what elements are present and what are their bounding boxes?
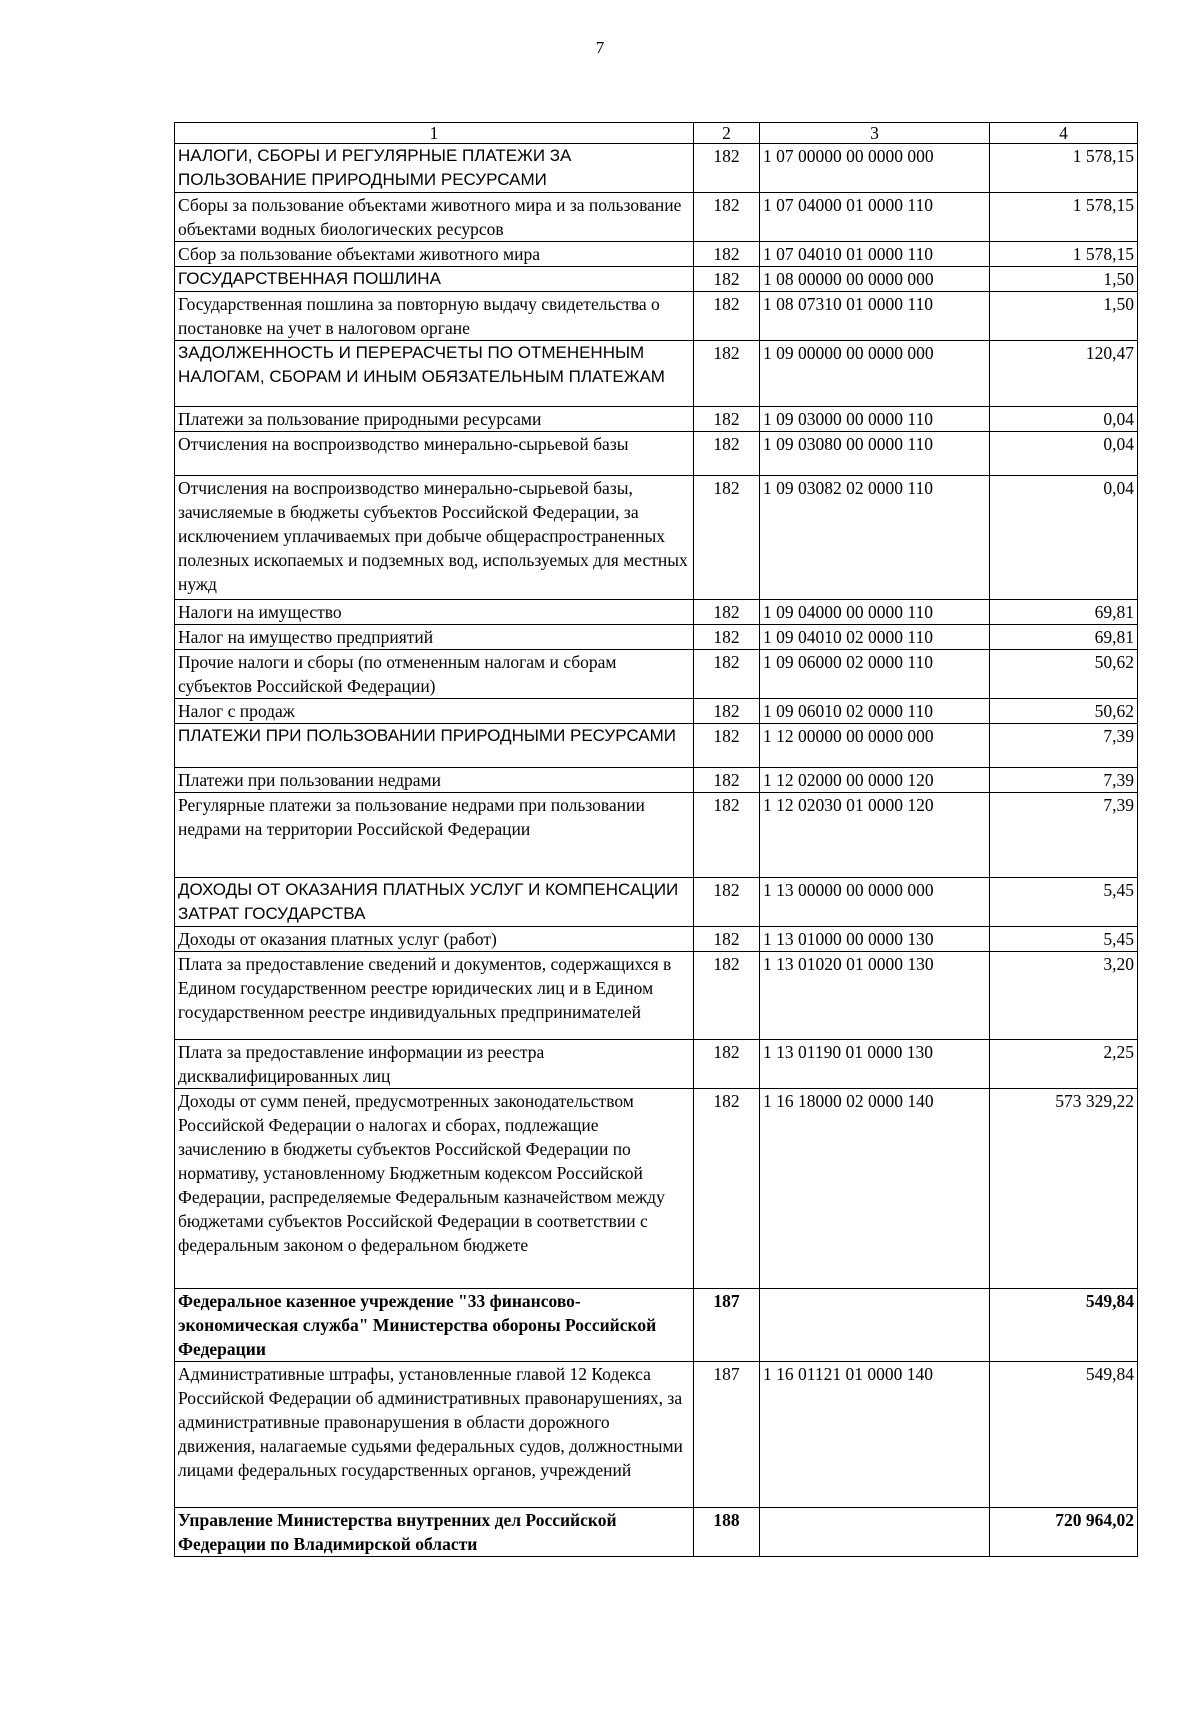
row-name: Налоги на имущество <box>175 600 694 625</box>
row-amount: 120,47 <box>990 341 1138 407</box>
revenue-table-container <box>174 122 1137 1557</box>
row-amount: 0,04 <box>990 407 1138 432</box>
row-name: Платежи при пользовании недрами <box>175 768 694 793</box>
table-row <box>175 144 1138 193</box>
table-row <box>175 1040 1138 1089</box>
page-number: 7 <box>595 38 605 57</box>
row-admin: 182 <box>694 724 760 768</box>
table-row <box>175 267 1138 292</box>
row-admin: 182 <box>694 267 760 292</box>
row-admin: 182 <box>694 650 760 699</box>
row-name: Плата за предоставление информации из реестра дисквалифицированных лиц <box>175 1040 694 1089</box>
row-name: Плата за предоставление сведений и документов, содержащихся в Едином государственном реестре юридических лиц и в Едином государственном реестре индивидуальных предпринимателей <box>175 952 694 1040</box>
row-name: Федеральное казенное учреждение "33 финансово-экономическая служба" Министерства обороны Российской Федерации <box>175 1289 694 1362</box>
row-admin: 182 <box>694 292 760 341</box>
table-row <box>175 1362 1138 1508</box>
row-amount: 7,39 <box>990 768 1138 793</box>
row-name: Сборы за пользование объектами животного мира и за пользование объектами водных биологических ресурсов <box>175 193 694 242</box>
header-col-1: 1 <box>175 123 694 144</box>
table-row <box>175 625 1138 650</box>
table-row <box>175 193 1138 242</box>
row-code: 1 09 03082 02 0000 110 <box>760 476 990 600</box>
row-amount: 573 329,22 <box>990 1089 1138 1289</box>
row-amount: 2,25 <box>990 1040 1138 1089</box>
row-name: Административные штрафы, установленные главой 12 Кодекса Российской Федерации об административных правонарушениях, за административные правонарушения в области дорожного движения, налагаемые судьями федеральных судов, должностными лицами федеральных государственных органов, учреждений <box>175 1362 694 1508</box>
row-name: Регулярные платежи за пользование недрами при пользовании недрами на территории Российской Федерации <box>175 793 694 878</box>
row-amount: 0,04 <box>990 432 1138 476</box>
row-code: 1 09 03000 00 0000 110 <box>760 407 990 432</box>
row-name: ГОСУДАРСТВЕННАЯ ПОШЛИНА <box>175 267 694 292</box>
row-code: 1 09 04010 02 0000 110 <box>760 625 990 650</box>
row-admin: 182 <box>694 878 760 927</box>
row-name: Отчисления на воспроизводство минерально-сырьевой базы, зачисляемые в бюджеты субъектов Российской Федерации, за исключением уплачиваемых при добыче общераспространенных полезных ископаемых и подземных вод, используемых для местных нужд <box>175 476 694 600</box>
row-admin: 182 <box>694 407 760 432</box>
header-col-4: 4 <box>990 123 1138 144</box>
table-row <box>175 724 1138 768</box>
row-admin: 182 <box>694 1040 760 1089</box>
row-amount: 5,45 <box>990 927 1138 952</box>
row-admin: 182 <box>694 768 760 793</box>
row-code: 1 09 06010 02 0000 110 <box>760 699 990 724</box>
row-admin: 182 <box>694 927 760 952</box>
row-code <box>760 1289 990 1362</box>
table-row <box>175 952 1138 1040</box>
row-admin: 182 <box>694 952 760 1040</box>
row-admin: 182 <box>694 341 760 407</box>
row-code: 1 12 00000 00 0000 000 <box>760 724 990 768</box>
table-row <box>175 1089 1138 1289</box>
table-row <box>175 768 1138 793</box>
row-name: Доходы от сумм пеней, предусмотренных законодательством Российской Федерации о налогах и сборах, подлежащие зачислению в бюджеты субъектов Российской Федерации по нормативу, установленному Бюджетным кодексом Российской Федерации, распределяемые Федеральным казначейством между бюджетами субъектов Российской Федерации в соответствии с федеральным законом о федеральном бюджете <box>175 1089 694 1289</box>
row-name: ПЛАТЕЖИ ПРИ ПОЛЬЗОВАНИИ ПРИРОДНЫМИ РЕСУРСАМИ <box>175 724 694 768</box>
table-row <box>175 341 1138 407</box>
table-row <box>175 407 1138 432</box>
table-row <box>175 242 1138 267</box>
row-name: Платежи за пользование природными ресурсами <box>175 407 694 432</box>
row-amount: 50,62 <box>990 699 1138 724</box>
row-code: 1 13 01000 00 0000 130 <box>760 927 990 952</box>
row-amount: 720 964,02 <box>990 1508 1138 1557</box>
row-name: ЗАДОЛЖЕННОСТЬ И ПЕРЕРАСЧЕТЫ ПО ОТМЕНЕННЫМ НАЛОГАМ, СБОРАМ И ИНЫМ ОБЯЗАТЕЛЬНЫМ ПЛАТЕЖАМ <box>175 341 694 407</box>
row-admin: 182 <box>694 432 760 476</box>
row-admin: 182 <box>694 600 760 625</box>
row-amount: 549,84 <box>990 1289 1138 1362</box>
row-amount: 1 578,15 <box>990 144 1138 193</box>
row-name: Государственная пошлина за повторную выдачу свидетельства о постановке на учет в налоговом органе <box>175 292 694 341</box>
table-header-row <box>175 123 1138 144</box>
row-name: Прочие налоги и сборы (по отмененным налогам и сборам субъектов Российской Федерации) <box>175 650 694 699</box>
row-code: 1 13 01020 01 0000 130 <box>760 952 990 1040</box>
row-code: 1 09 03080 00 0000 110 <box>760 432 990 476</box>
row-name: Управление Министерства внутренних дел Российской Федерации по Владимирской области <box>175 1508 694 1557</box>
row-amount: 3,20 <box>990 952 1138 1040</box>
row-amount: 69,81 <box>990 625 1138 650</box>
row-amount: 0,04 <box>990 476 1138 600</box>
row-code: 1 09 04000 00 0000 110 <box>760 600 990 625</box>
row-amount: 69,81 <box>990 600 1138 625</box>
table-row <box>175 292 1138 341</box>
table-row <box>175 476 1138 600</box>
row-amount: 1 578,15 <box>990 242 1138 267</box>
table-row <box>175 600 1138 625</box>
row-admin: 182 <box>694 699 760 724</box>
row-code <box>760 1508 990 1557</box>
row-amount: 7,39 <box>990 724 1138 768</box>
row-code: 1 16 18000 02 0000 140 <box>760 1089 990 1289</box>
row-name: Налог на имущество предприятий <box>175 625 694 650</box>
row-admin: 188 <box>694 1508 760 1557</box>
row-admin: 187 <box>694 1362 760 1508</box>
row-code: 1 09 06000 02 0000 110 <box>760 650 990 699</box>
row-amount: 1 578,15 <box>990 193 1138 242</box>
row-name: Отчисления на воспроизводство минерально-сырьевой базы <box>175 432 694 476</box>
row-code: 1 09 00000 00 0000 000 <box>760 341 990 407</box>
row-code: 1 07 00000 00 0000 000 <box>760 144 990 193</box>
table-row <box>175 432 1138 476</box>
table-row <box>175 699 1138 724</box>
header-col-2: 2 <box>694 123 760 144</box>
row-name: Налог с продаж <box>175 699 694 724</box>
header-col-3: 3 <box>760 123 990 144</box>
row-code: 1 13 00000 00 0000 000 <box>760 878 990 927</box>
row-name: Сбор за пользование объектами животного мира <box>175 242 694 267</box>
row-code: 1 08 00000 00 0000 000 <box>760 267 990 292</box>
row-code: 1 16 01121 01 0000 140 <box>760 1362 990 1508</box>
table-row <box>175 1508 1138 1557</box>
row-name: НАЛОГИ, СБОРЫ И РЕГУЛЯРНЫЕ ПЛАТЕЖИ ЗА ПОЛЬЗОВАНИЕ ПРИРОДНЫМИ РЕСУРСАМИ <box>175 144 694 193</box>
row-admin: 182 <box>694 625 760 650</box>
row-amount: 50,62 <box>990 650 1138 699</box>
row-amount: 549,84 <box>990 1362 1138 1508</box>
row-admin: 187 <box>694 1289 760 1362</box>
row-name: ДОХОДЫ ОТ ОКАЗАНИЯ ПЛАТНЫХ УСЛУГ И КОМПЕНСАЦИИ ЗАТРАТ ГОСУДАРСТВА <box>175 878 694 927</box>
revenue-table <box>174 122 1138 1557</box>
row-code: 1 08 07310 01 0000 110 <box>760 292 990 341</box>
row-admin: 182 <box>694 242 760 267</box>
table-row <box>175 650 1138 699</box>
row-admin: 182 <box>694 144 760 193</box>
row-code: 1 13 01190 01 0000 130 <box>760 1040 990 1089</box>
row-amount: 7,39 <box>990 793 1138 878</box>
table-row <box>175 878 1138 927</box>
row-admin: 182 <box>694 1089 760 1289</box>
row-code: 1 12 02000 00 0000 120 <box>760 768 990 793</box>
row-amount: 1,50 <box>990 292 1138 341</box>
table-row <box>175 793 1138 878</box>
table-row <box>175 1289 1138 1362</box>
row-code: 1 07 04000 01 0000 110 <box>760 193 990 242</box>
row-code: 1 07 04010 01 0000 110 <box>760 242 990 267</box>
row-code: 1 12 02030 01 0000 120 <box>760 793 990 878</box>
row-name: Доходы от оказания платных услуг (работ) <box>175 927 694 952</box>
row-amount: 1,50 <box>990 267 1138 292</box>
table-row <box>175 927 1138 952</box>
row-amount: 5,45 <box>990 878 1138 927</box>
row-admin: 182 <box>694 193 760 242</box>
row-admin: 182 <box>694 793 760 878</box>
row-admin: 182 <box>694 476 760 600</box>
